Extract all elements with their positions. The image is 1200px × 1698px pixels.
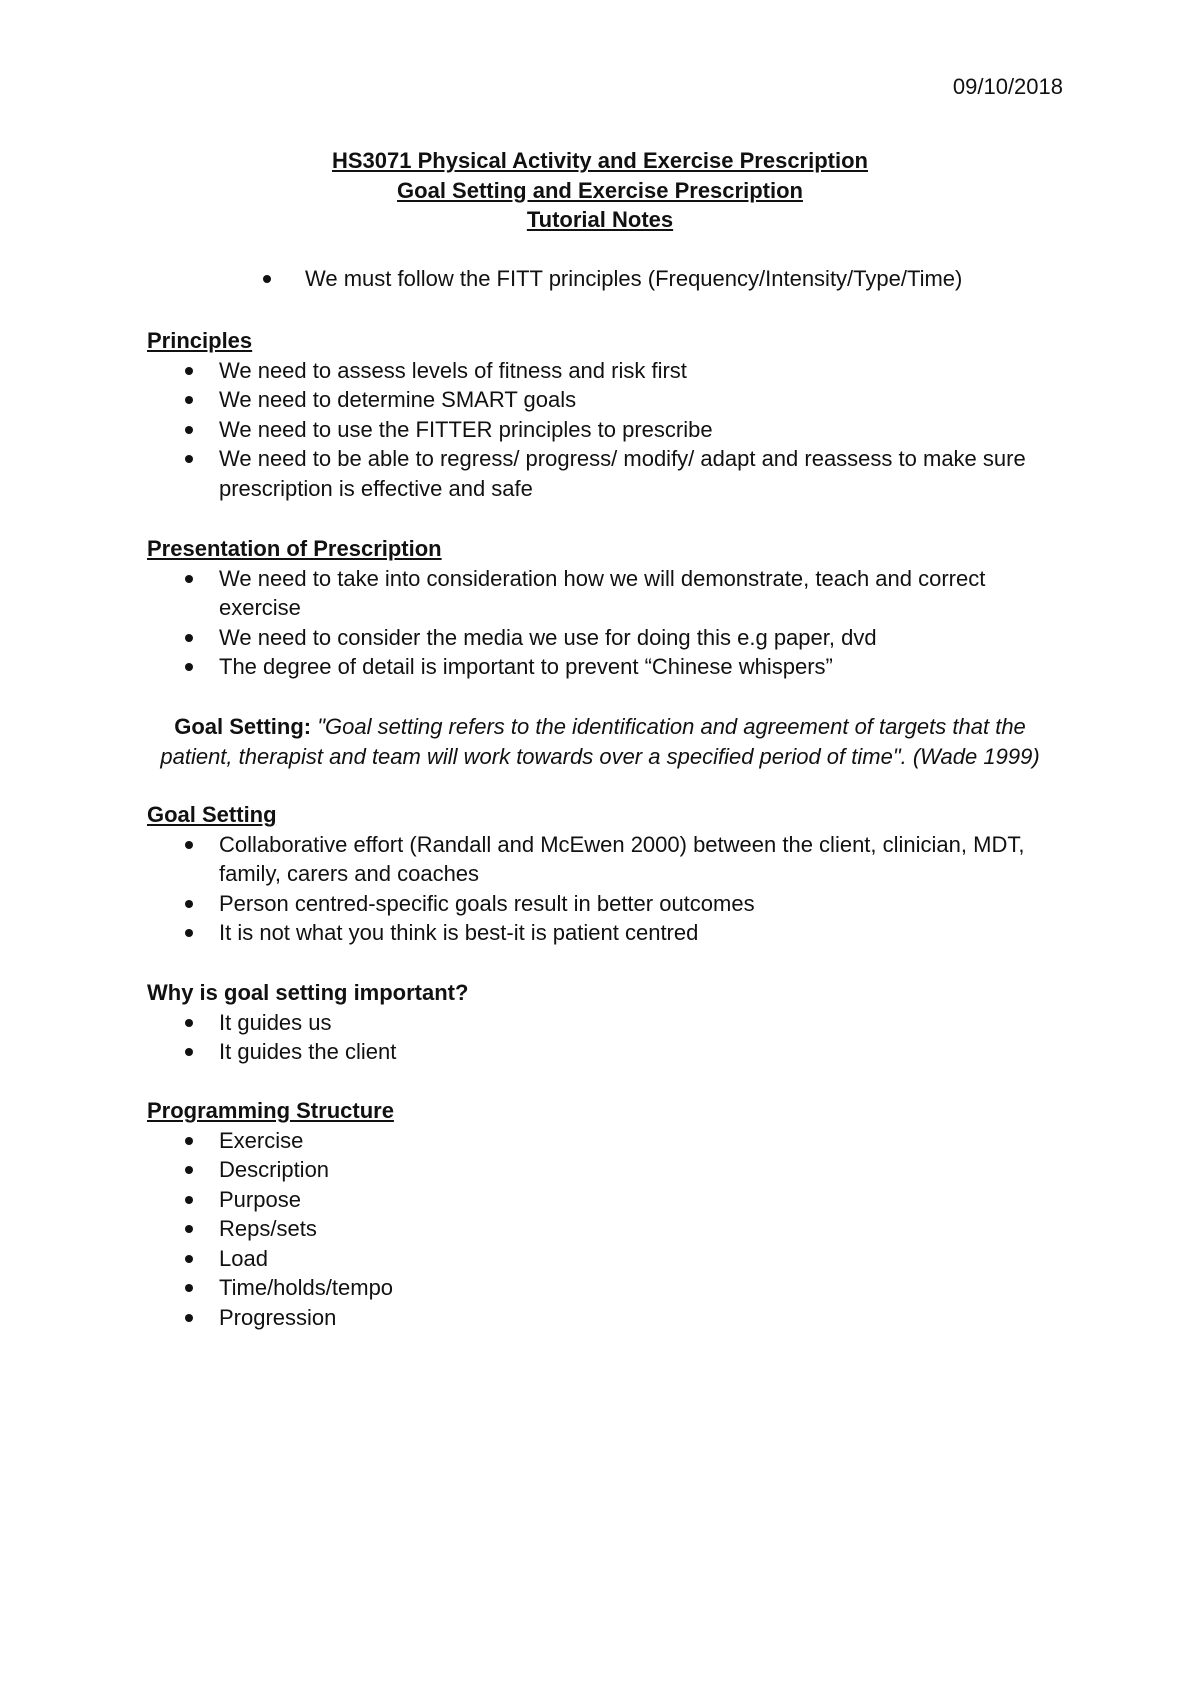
why-important-heading: Why is goal setting important? (147, 980, 469, 1005)
bullet-icon (185, 841, 193, 849)
list-item: We need to assess levels of fitness and risk first (147, 356, 1067, 386)
list-item: Purpose (147, 1185, 1067, 1215)
list-item: Load (147, 1244, 1067, 1274)
list-item: Collaborative effort (Randall and McEwen 2000) between the client, clinician, MDT, family, carers and coaches (147, 830, 1067, 889)
bullet-icon (185, 1225, 193, 1233)
list-item: The degree of detail is important to prevent “Chinese whispers” (147, 652, 1067, 682)
bullet-icon (185, 1048, 193, 1056)
why-important-section (147, 978, 1067, 1067)
bullet-icon (185, 575, 193, 583)
bullet-icon (185, 1019, 193, 1027)
list-item: Person centred-specific goals result in better outcomes (147, 889, 1067, 919)
list-item: Description (147, 1155, 1067, 1185)
bullet-icon (185, 1166, 193, 1174)
bullet-icon (185, 455, 193, 463)
bullet-icon (263, 275, 271, 283)
bullet-icon (185, 1314, 193, 1322)
bullet-icon (185, 634, 193, 642)
bullet-icon (185, 1255, 193, 1263)
bullet-icon (185, 663, 193, 671)
presentation-section (147, 534, 1067, 682)
principles-section (147, 326, 1067, 503)
list-item: We need to determine SMART goals (147, 385, 1067, 415)
title-block (0, 146, 1200, 235)
bullet-icon (185, 367, 193, 375)
list-item: We need to be able to regress/ progress/ modify/ adapt and reassess to make sure prescription is effective and safe (147, 444, 1067, 503)
list-item: It is not what you think is best-it is patient centred (147, 918, 1067, 948)
bullet-icon (185, 1196, 193, 1204)
intro-bullet (263, 264, 1063, 294)
quote-label: Goal Setting: (174, 714, 312, 739)
document-date: 09/10/2018 (952, 74, 1063, 99)
bullet-icon (185, 1137, 193, 1145)
intro-text: We must follow the FITT principles (Frequency/Intensity/Type/Time) (305, 266, 963, 291)
bullet-icon (185, 900, 193, 908)
list-item: It guides us (147, 1008, 1067, 1038)
programming-heading: Programming Structure (147, 1098, 394, 1123)
bullet-icon (185, 396, 193, 404)
list-item: Reps/sets (147, 1214, 1067, 1244)
list-item: Progression (147, 1303, 1067, 1333)
bullet-icon (185, 426, 193, 434)
bullet-icon (185, 929, 193, 937)
goal-setting-section (147, 800, 1067, 948)
list-item: We need to take into consideration how we will demonstrate, teach and correct exercise (147, 564, 1067, 623)
list-item: Exercise (147, 1126, 1067, 1156)
programming-section (147, 1096, 1067, 1332)
quote-text: "Goal setting refers to the identification and agreement of targets that the patient, therapist and team will work towards over a specified period of time". (Wade 1999) (160, 714, 1040, 769)
list-item: It guides the client (147, 1037, 1067, 1067)
goal-setting-heading: Goal Setting (147, 802, 277, 827)
principles-heading: Principles (147, 328, 253, 353)
bullet-icon (185, 1284, 193, 1292)
list-item: We need to consider the media we use for doing this e.g paper, dvd (147, 623, 1067, 653)
list-item: We need to use the FITTER principles to prescribe (147, 415, 1067, 445)
notes-title: Tutorial Notes (526, 207, 674, 232)
list-item: Time/holds/tempo (147, 1273, 1067, 1303)
presentation-heading: Presentation of Prescription (147, 536, 442, 561)
topic-title: Goal Setting and Exercise Prescription (397, 177, 803, 203)
course-title: HS3071 Physical Activity and Exercise Prescription (331, 148, 868, 173)
goal-setting-quote (140, 712, 1060, 771)
